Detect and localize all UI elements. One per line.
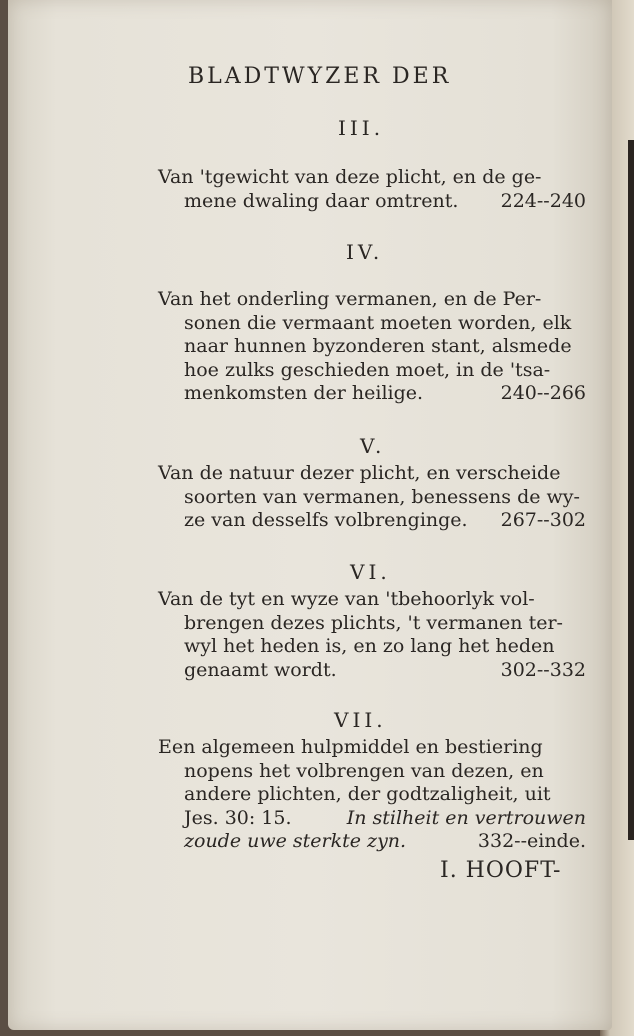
- page-range: 240--266: [500, 382, 586, 404]
- entry-line: Van 'tgewicht van deze plicht, en de ge-: [158, 166, 542, 188]
- chapter-numeral: IV.: [346, 240, 384, 264]
- page-range: 332--einde.: [477, 830, 586, 852]
- chapter-numeral: V.: [360, 434, 386, 458]
- chapter-numeral: VII.: [334, 708, 387, 732]
- entry-text: menkomsten der heilige.: [184, 382, 424, 404]
- entry-line: hoe zulks geschieden moet, in de 'tsa-: [184, 358, 551, 381]
- quotation: zoude uwe sterkte zyn.: [184, 830, 407, 852]
- chapter-numeral: VI.: [350, 560, 391, 584]
- page-range: 267--302: [500, 509, 586, 531]
- entry-line: Een algemeen hulpmiddel en bestiering: [158, 736, 543, 758]
- entry-text: genaamt wordt.: [184, 658, 337, 681]
- entry-line: andere plichten, der godtzaligheit, uit: [184, 783, 551, 805]
- chapter-entry: [158, 462, 586, 533]
- entry-line: [158, 807, 586, 831]
- quotation: In stilheit en vertrouwen: [346, 806, 586, 829]
- chapter-numeral: III.: [338, 116, 385, 140]
- entry-line: naar hunnen byzonderen stant, alsmede: [184, 335, 572, 357]
- entry-line: sonen die vermaant moeten worden, elk: [184, 311, 572, 334]
- entry-line: Van het onderling vermanen, en de Per-: [158, 288, 542, 310]
- entry-text: mene dwaling daar omtrent.: [184, 189, 459, 212]
- chapter-entry: [158, 166, 586, 213]
- entry-line: soorten van vermanen, benessens de wy-: [184, 485, 580, 508]
- page-range: 302--332: [500, 658, 586, 681]
- entry-last-line: [158, 830, 586, 854]
- running-head: BLADTWYZER DER: [188, 64, 452, 89]
- catchword: I. HOOFT-: [440, 858, 562, 883]
- entry-line: nopens het volbrengen van dezen, en: [184, 759, 544, 782]
- entry-line: brengen dezes plichts, 't vermanen ter-: [184, 611, 563, 634]
- entry-text: ze van desselfs volbrenginge.: [184, 509, 468, 531]
- entry-last-line: [158, 509, 586, 533]
- scripture-reference: Jes. 30: 15.: [184, 806, 292, 829]
- entry-line: Van de tyt en wyze van 'tbehoorlyk vol-: [158, 588, 535, 610]
- facing-page-shadow: [628, 140, 634, 840]
- entry-line: wyl het heden is, en zo lang het heden: [184, 635, 555, 657]
- chapter-entry: [158, 588, 586, 682]
- entry-last-line: [158, 659, 586, 683]
- entry-last-line: [158, 190, 586, 214]
- entry-line: Van de natuur dezer plicht, en verscheide: [158, 462, 561, 484]
- page-range: 224--240: [500, 189, 586, 212]
- chapter-entry: [158, 288, 586, 406]
- entry-last-line: [158, 382, 586, 406]
- chapter-entry: [158, 736, 586, 854]
